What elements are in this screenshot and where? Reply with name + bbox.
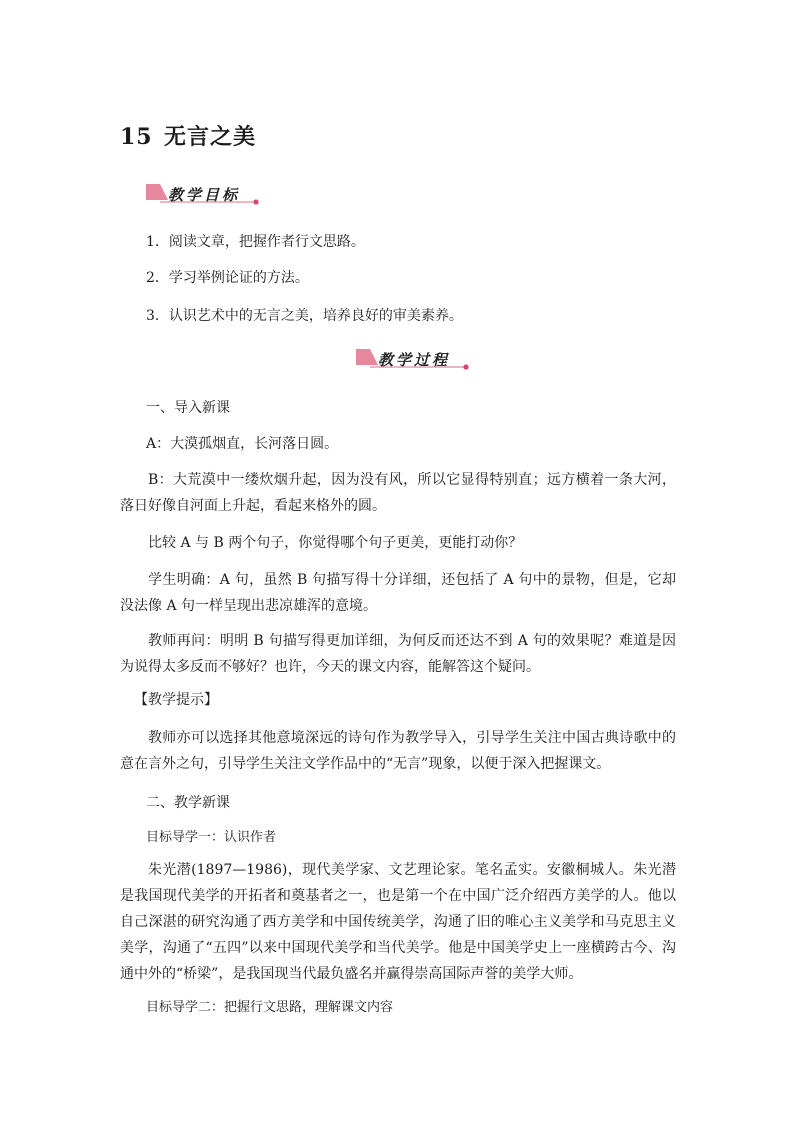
goal-item-2: 2．学习举例论证的方法。	[146, 270, 309, 286]
intro-heading: 一、导入新课	[146, 400, 230, 416]
goal-guide-2: 目标导学二：把握行文思路，理解课文内容	[146, 1000, 394, 1015]
teaching-tip: 教师亦可以选择其他意境深远的诗句作为教学导入，引导学生关注中国古典诗歌中的意在言外之句，引导学生关注文学作品中的“无言”现象，以便于深入把握课文。	[120, 730, 676, 772]
sentence-a: A：大漠孤烟直，长河落日圆。	[146, 436, 339, 452]
goal-item-1: 1．阅读文章，把握作者行文思路。	[146, 234, 365, 250]
lesson-number: 15	[120, 124, 153, 150]
new-lesson-heading: 二、教学新课	[146, 795, 230, 811]
lesson-title	[120, 120, 256, 151]
student-answer: 学生明确：A 句，虽然 B 句描写得十分详细，还包括了 A 句中的景物，但是，它却没法像 A 句一样呈现出悲凉雄浑的意境。	[120, 572, 676, 614]
teaching-goals-label: 教学目标	[168, 186, 241, 204]
teaching-tip-heading: 【教学提示】	[134, 692, 218, 708]
lesson-title-text: 无言之美	[164, 124, 257, 150]
teaching-process-label: 教学过程	[378, 351, 451, 369]
teaching-process-tag	[356, 347, 474, 373]
goal-item-3: 3．认识艺术中的无言之美，培养良好的审美素养。	[146, 308, 463, 324]
author-introduction: 朱光潜(1897—1986)，现代美学家、文艺理论家。笔名孟实。安徽桐城人。朱光潜是我国现代美学的开拓者和奠基者之一，也是第一个在中国广泛介绍西方美学的人。他以自己深湛的研究沟通了西方美学和中国传统美学，沟通了旧的唯心主义美学和马克思主义美学，沟通了“五四”以来中国现代美学和当代美学。他是中国美学史上一座横跨古今、沟通中外的“桥梁”，是我国现当代最负盛名并赢得崇高国际声誉的美学大师。	[120, 862, 676, 982]
compare-question: 比较 A 与 B 两个句子，你觉得哪个句子更美，更能打动你？	[148, 535, 523, 551]
teaching-goals-tag	[146, 182, 264, 208]
goal-guide-1: 目标导学一：认识作者	[146, 830, 277, 845]
sentence-b: B：大荒漠中一缕炊烟升起，因为没有风，所以它显得特别直；远方横着一条大河，落日好像自河面上升起，看起来格外的圆。	[120, 472, 676, 514]
teacher-question: 教师再问：明明 B 句描写得更加详细，为何反而还达不到 A 句的效果呢？难道是因为说得太多反而不够好？也许，今天的课文内容，能解答这个疑问。	[120, 633, 676, 675]
